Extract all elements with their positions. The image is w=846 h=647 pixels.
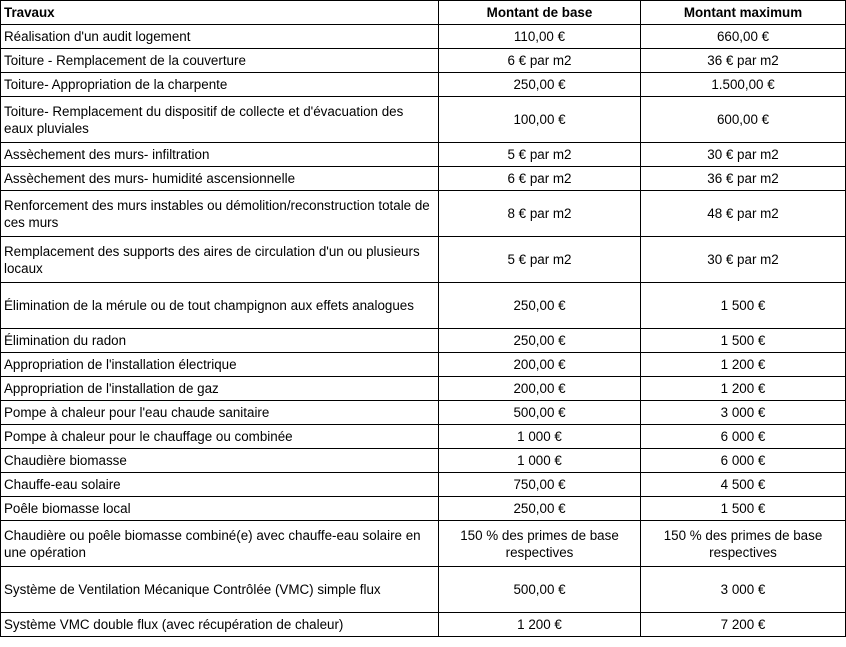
cell-montant-maximum: 48 € par m2 xyxy=(641,191,846,237)
cell-travaux: Remplacement des supports des aires de circulation d'un ou plusieurs locaux xyxy=(1,237,439,283)
cell-montant-base: 500,00 € xyxy=(439,401,641,425)
table-row xyxy=(1,497,846,521)
cell-montant-maximum: 7 200 € xyxy=(641,613,846,637)
cell-montant-base: 5 € par m2 xyxy=(439,237,641,283)
cell-montant-maximum: 6 000 € xyxy=(641,425,846,449)
cell-travaux: Appropriation de l'installation électrique xyxy=(1,353,439,377)
table-row xyxy=(1,237,846,283)
header-travaux: Travaux xyxy=(1,1,439,25)
cell-travaux: Assèchement des murs- infiltration xyxy=(1,143,439,167)
cell-montant-base: 110,00 € xyxy=(439,25,641,49)
cell-montant-maximum: 660,00 € xyxy=(641,25,846,49)
table-row xyxy=(1,449,846,473)
cell-montant-maximum: 36 € par m2 xyxy=(641,49,846,73)
cell-montant-base: 1 000 € xyxy=(439,449,641,473)
table-row xyxy=(1,283,846,329)
table-row xyxy=(1,401,846,425)
cell-travaux: Assèchement des murs- humidité ascensionnelle xyxy=(1,167,439,191)
cell-montant-base: 250,00 € xyxy=(439,329,641,353)
cell-montant-base: 200,00 € xyxy=(439,353,641,377)
cell-montant-base: 6 € par m2 xyxy=(439,167,641,191)
cell-montant-maximum: 150 % des primes de base respectives xyxy=(641,521,846,567)
table-row xyxy=(1,73,846,97)
table-row xyxy=(1,191,846,237)
table-row xyxy=(1,25,846,49)
table-row xyxy=(1,97,846,143)
cell-montant-maximum: 30 € par m2 xyxy=(641,143,846,167)
cell-travaux: Chauffe-eau solaire xyxy=(1,473,439,497)
table-row xyxy=(1,329,846,353)
cell-montant-maximum: 1 500 € xyxy=(641,283,846,329)
cell-montant-base: 150 % des primes de base respectives xyxy=(439,521,641,567)
cell-montant-base: 6 € par m2 xyxy=(439,49,641,73)
table-row xyxy=(1,143,846,167)
cell-travaux: Toiture- Remplacement du dispositif de collecte et d'évacuation des eaux pluviales xyxy=(1,97,439,143)
table-row xyxy=(1,167,846,191)
cell-montant-base: 200,00 € xyxy=(439,377,641,401)
table-row xyxy=(1,353,846,377)
cell-travaux: Appropriation de l'installation de gaz xyxy=(1,377,439,401)
cell-montant-maximum: 3 000 € xyxy=(641,567,846,613)
cell-montant-base: 250,00 € xyxy=(439,283,641,329)
cell-montant-maximum: 600,00 € xyxy=(641,97,846,143)
cell-montant-maximum: 1 500 € xyxy=(641,497,846,521)
cell-travaux: Élimination de la mérule ou de tout champignon aux effets analogues xyxy=(1,283,439,329)
cell-montant-base: 1 200 € xyxy=(439,613,641,637)
table-header-row xyxy=(1,1,846,25)
cell-travaux: Système de Ventilation Mécanique Contrôlée (VMC) simple flux xyxy=(1,567,439,613)
cell-travaux: Chaudière biomasse xyxy=(1,449,439,473)
cell-montant-maximum: 6 000 € xyxy=(641,449,846,473)
cell-montant-base: 250,00 € xyxy=(439,497,641,521)
cell-montant-base: 1 000 € xyxy=(439,425,641,449)
cell-montant-maximum: 1 500 € xyxy=(641,329,846,353)
table-row xyxy=(1,473,846,497)
cell-montant-maximum: 36 € par m2 xyxy=(641,167,846,191)
cell-travaux: Pompe à chaleur pour l'eau chaude sanitaire xyxy=(1,401,439,425)
cell-travaux: Système VMC double flux (avec récupération de chaleur) xyxy=(1,613,439,637)
cell-montant-maximum: 30 € par m2 xyxy=(641,237,846,283)
cell-montant-base: 750,00 € xyxy=(439,473,641,497)
cell-travaux: Toiture - Remplacement de la couverture xyxy=(1,49,439,73)
table-row xyxy=(1,377,846,401)
cell-travaux: Poêle biomasse local xyxy=(1,497,439,521)
cell-montant-base: 5 € par m2 xyxy=(439,143,641,167)
header-montant-maximum: Montant maximum xyxy=(641,1,846,25)
cell-montant-base: 8 € par m2 xyxy=(439,191,641,237)
cell-travaux: Élimination du radon xyxy=(1,329,439,353)
cell-montant-base: 100,00 € xyxy=(439,97,641,143)
cell-travaux: Toiture- Appropriation de la charpente xyxy=(1,73,439,97)
cell-travaux: Renforcement des murs instables ou démolition/reconstruction totale de ces murs xyxy=(1,191,439,237)
table-row xyxy=(1,49,846,73)
cell-montant-maximum: 1 200 € xyxy=(641,353,846,377)
table-row xyxy=(1,425,846,449)
cell-travaux: Chaudière ou poêle biomasse combiné(e) avec chauffe-eau solaire en une opération xyxy=(1,521,439,567)
header-montant-base: Montant de base xyxy=(439,1,641,25)
table-row xyxy=(1,567,846,613)
cell-montant-base: 250,00 € xyxy=(439,73,641,97)
table-row xyxy=(1,521,846,567)
cell-travaux: Pompe à chaleur pour le chauffage ou combinée xyxy=(1,425,439,449)
cell-montant-maximum: 4 500 € xyxy=(641,473,846,497)
cell-montant-base: 500,00 € xyxy=(439,567,641,613)
cell-montant-maximum: 1.500,00 € xyxy=(641,73,846,97)
cell-travaux: Réalisation d'un audit logement xyxy=(1,25,439,49)
cell-montant-maximum: 3 000 € xyxy=(641,401,846,425)
table-row xyxy=(1,613,846,637)
cell-montant-maximum: 1 200 € xyxy=(641,377,846,401)
